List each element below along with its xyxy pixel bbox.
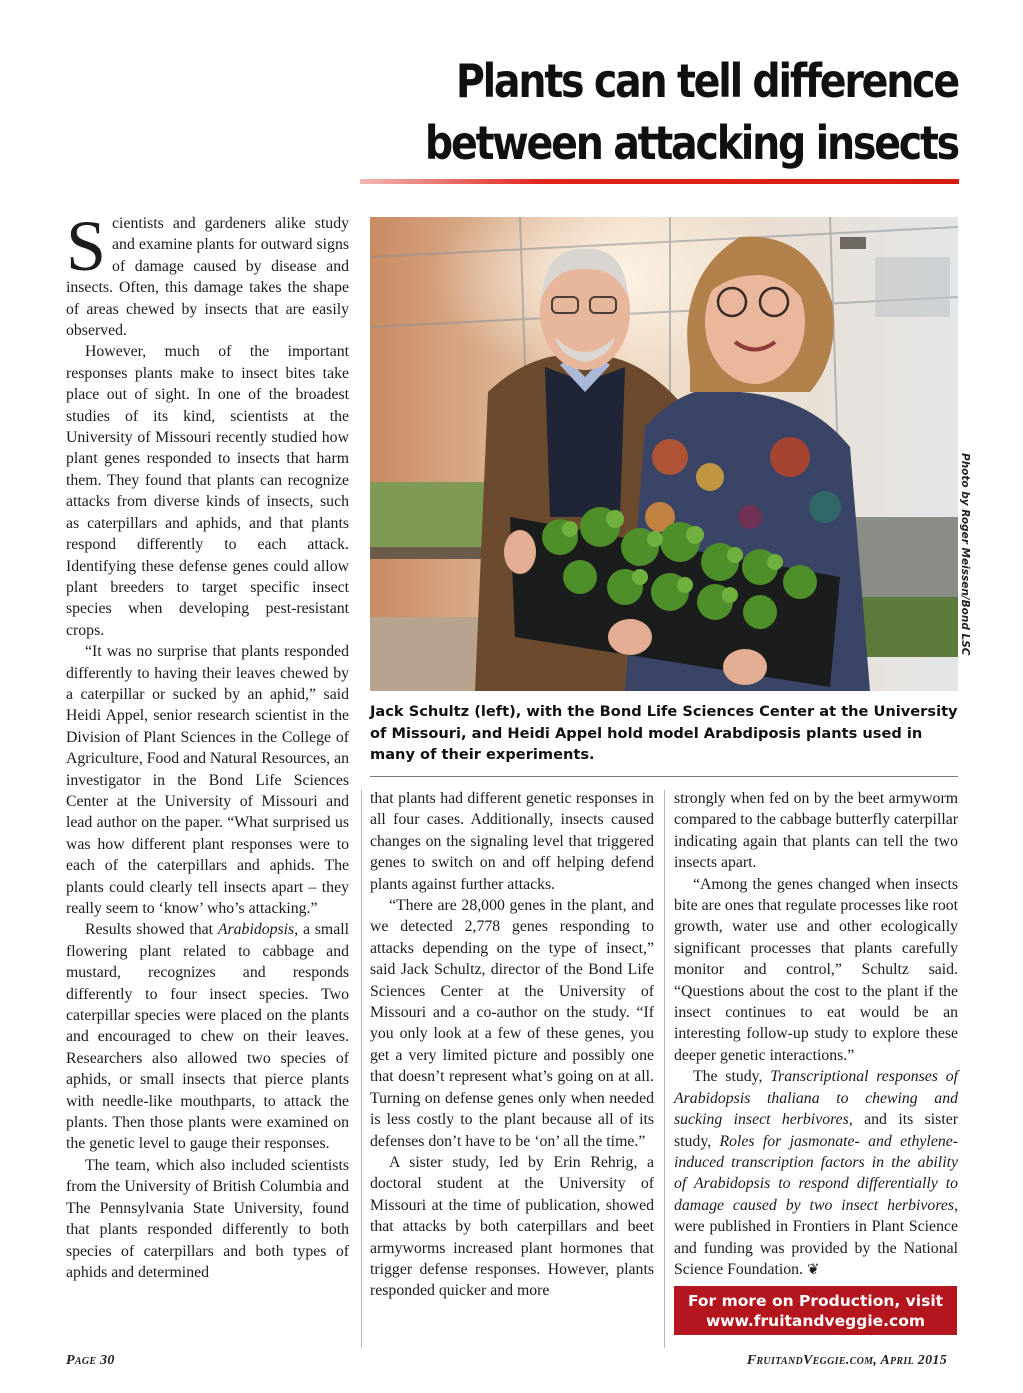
headline-rule (360, 179, 959, 184)
paragraph: “There are 28,000 genes in the plant, and we detected 2,778 genes responding to attacks depending on the type of insect,” said Jack Schultz, director of the Bond Life Sciences Center at the University of Missouri and a co-author on the study. “If you only look at a few of these genes, you get a very limited picture and possibly one that doesn’t represent what’s going on at all. Turning on defense genes only when needed is less costly to the plant because all of its defenses don’t have to be ‘on’ all the time.” (370, 897, 654, 1150)
publication-footer: FruitandVeggie.com, April 2015 (746, 1353, 947, 1368)
paragraph: However, much of the important responses plants make to insect bites take place out of sight. In one of the broadest studies of its kind, scientists at the University of Missouri recently studied how plant genes responded to insects that harm them. They found that plants can recognize attacks from diverse kinds of insects, such as caterpillars and aphids, and that plants respond differently to each attack. Identifying these defense genes could allow plant breeders to target specific insect species when developing pest-resistant crops. (66, 343, 349, 639)
paragraph: A sister study, led by Erin Rehrig, a doctoral student at the University of Missouri at the time of publication, showed that attacks by both caterpillars and beet armyworms increased plant hormones that trigger defense responses. However, plants responded quicker and more (370, 1153, 654, 1300)
paragraph: that plants had different genetic responses in all four cases. Additionally, insects caused changes on the signaling level that triggered genes to switch on and off helping defend plants against further attacks. (370, 790, 654, 893)
paragraph: “Among the genes changed when insects bite are ones that regulate processes like root growth, water use and other ecologically significant processes that plants carefully monitor and control,” Schultz said. “Questions about the cost to the plant if the insect continues to eat would be an interesting follow-up study to explore these deeper genetic interactions.” (674, 875, 958, 1064)
article-column-2 (370, 788, 654, 1302)
photo-credit: Photo by Roger Meissen/Bond LSC (959, 453, 971, 656)
column-divider (664, 790, 665, 1348)
article-column-1 (66, 206, 349, 1283)
promo-box[interactable] (674, 1286, 957, 1335)
paragraph: The study, Transcriptional responses of Arabidopsis thaliana to chewing and sucking insect herbivores, and its sister study, Roles for jasmonate- and ethylene-induced transcription factors in the ability of Arabidopsis to respond differentially to damage caused by two insect herbivores, were published in Frontiers in Plant Science and funding was provided by the National Science Foundation. ❦ (674, 1068, 958, 1278)
paragraph: Scientists and gardeners alike study and examine plants for outward signs of damage caused by disease and insects. Often, this damage takes the shape of areas chewed by insects that are easily observed. (66, 206, 349, 340)
headline-line-1: Plants can tell difference (455, 54, 958, 108)
article-photo (370, 217, 958, 691)
headline (300, 50, 958, 174)
headline-line-2: between attacking insects (424, 116, 958, 170)
promo-line-1: For more on Production, visit (687, 1292, 944, 1310)
page-number: Page 30 (66, 1353, 115, 1368)
paragraph: Results showed that Arabidopsis, a small flowering plant related to cabbage and mustard, recognizes and responds differently to four insect species. Two caterpillar species were placed on the plants and encouraged to chew on their leaves. Researchers also allowed two species of aphids, or small insects that pierce plants with needle-like mouthparts, to attack the plants. Then those plants were examined on the genetic level to gauge their responses. (66, 921, 349, 1153)
article-column-3 (674, 788, 958, 1281)
photo-caption: Jack Schultz (left), with the Bond Life Sciences Center at the University of Missouri, and Heidi Appel hold model Arabdiposis plants used in many of their experiments. (370, 703, 958, 763)
paragraph: The team, which also included scientists from the University of British Columbia and The Pennsylvania State University, found that plants responded differently to both species of caterpillars and both types of aphids and determined (66, 1156, 349, 1281)
drop-cap: S (66, 206, 107, 286)
column-divider (361, 790, 362, 1348)
promo-link[interactable]: www.fruitandveggie.com (705, 1312, 926, 1330)
paragraph: “It was no surprise that plants responded differently to having their leaves chewed by a caterpillar or sucked by an aphid,” said Heidi Appel, senior research scientist in the Division of Plant Sciences in the College of Agriculture, Food and Natural Resources, an investigator in the Bond Life Sciences Center at the University of Missouri and lead author on the paper. “What surprised us was how different plant responses were to each of the caterpillars and aphids. The plants could clearly tell insects apart – they really seem to ‘know’ who’s attacking.” (66, 643, 349, 917)
paragraph: strongly when fed on by the beet armyworm compared to the cabbage butterfly caterpillar indicating again that plants can tell the two insects apart. (674, 790, 958, 872)
end-mark-icon: ❦ (806, 1261, 820, 1278)
caption-rule (370, 776, 958, 777)
